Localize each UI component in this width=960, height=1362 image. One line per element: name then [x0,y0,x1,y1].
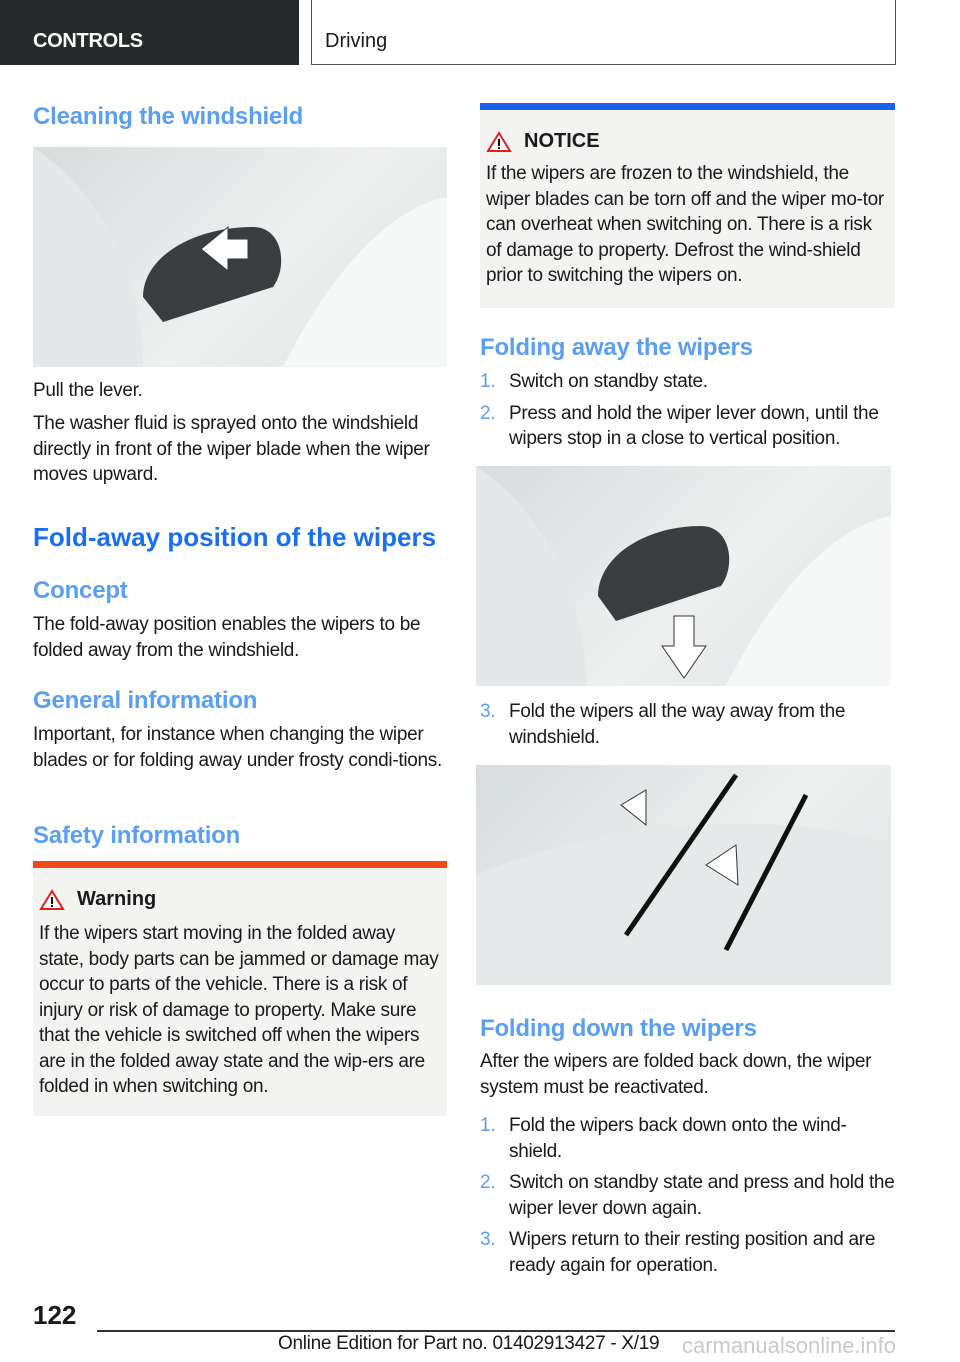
watermark: carmanualsonline.info [682,1333,897,1358]
general-info-text: Important, for instance when changing the wiper blades or for folding away under frosty condi-tions. [33,724,442,771]
lever-down-image [476,466,891,686]
step-text: Fold the wipers back down onto the wind-shield. [509,1115,847,1162]
lever-down-illustration [476,466,891,686]
edition-text: Online Edition for Part no. 01402913427 - X/19 [278,1333,660,1354]
notice-title: NOTICE [524,130,600,152]
heading-cleaning: Cleaning the windshield [33,103,304,130]
page-number: 122 [33,1300,77,1330]
step-text: Wipers return to their resting position and are ready again for operation. [509,1229,876,1276]
warning-header [39,888,441,911]
folding-away-steps-cont [480,699,895,756]
notice-text: If the wipers are frozen to the windshield, the wiper blades can be torn off and the wiper mo-tor can overheat when switching on. There is a risk of damage to property. Defrost the wind-shield prior to switching the wipers on. [486,163,884,286]
list-item [480,1227,895,1278]
notice-header [486,130,889,153]
folding-away-steps [480,369,895,458]
step-number: 2. [480,1172,496,1193]
warning-box [33,861,447,1116]
folding-down-steps [480,1113,895,1284]
chapter-title: Driving [311,0,896,65]
step-text: Fold the wipers all the way away from the windshield. [509,701,846,748]
heading-general-info: General information [33,687,258,714]
footer-divider [97,1330,895,1332]
lever-pull-illustration [33,147,447,367]
list-item [480,1170,895,1221]
list-item [480,369,895,395]
heading-folding-down: Folding down the wipers [480,1015,757,1042]
heading-safety: Safety information [33,822,241,849]
lever-pull-image [33,147,447,367]
concept-text: The fold-away position enables the wipers to be folded away from the windshield. [33,614,421,661]
heading-folding-away: Folding away the wipers [480,334,753,361]
heading-fold-away: Fold-away position of the wipers [33,522,437,552]
step-number: 1. [480,371,496,392]
wipers-folded-illustration [476,765,891,985]
step-number: 3. [480,1229,496,1250]
heading-concept: Concept [33,577,128,604]
warning-triangle-icon [39,889,65,911]
warning-title: Warning [77,888,157,910]
cleaning-description: The washer fluid is sprayed onto the windshield directly in front of the wiper blade when the wiper moves upward. [33,413,430,485]
step-number: 2. [480,402,496,424]
wipers-folded-image [476,765,891,985]
warning-triangle-icon [486,131,512,153]
step-text: Switch on standby state. [509,371,708,392]
list-item [480,1113,895,1164]
notice-box [480,103,895,308]
step-text: Switch on standby state and press and hold the wiper lever down again. [509,1172,895,1219]
section-tab: CONTROLS [0,0,299,65]
step-number: 1. [480,1115,496,1136]
step-text: Press and hold the wiper lever down, until the wipers stop in a close to vertical position. [509,402,879,449]
step-number: 3. [480,701,496,722]
warning-text: If the wipers start moving in the folded away state, body parts can be jammed or damage may occur to parts of the vehicle. There is a risk of injury or risk of damage to property. Make sure that the vehicle is switched off when the wipers are in the folded away state and the wip-ers are folded in when switching on. [39,923,439,1097]
cleaning-step: Pull the lever. [33,380,143,401]
list-item [480,699,895,750]
folding-down-intro: After the wipers are folded back down, the wiper system must be reactivated. [480,1051,872,1098]
list-item [480,401,895,452]
